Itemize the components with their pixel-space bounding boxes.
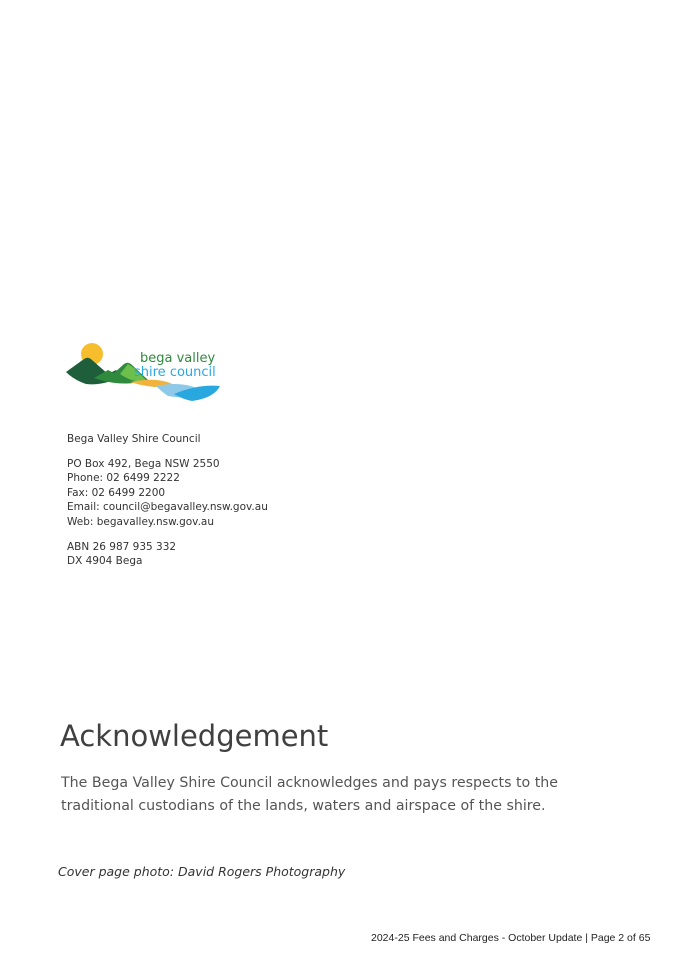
website-address: Web: begavalley.nsw.gov.au [67, 515, 214, 528]
org-name: Bega Valley Shire Council [67, 433, 201, 445]
acknowledgement-heading: Acknowledgement [60, 719, 329, 753]
acknowledgement-text: The Bega Valley Shire Council acknowledges and pays respects to the traditional custodians of the lands, waters and airspace of the shire. [61, 775, 559, 814]
logo-text-bega-valley: bega valley [140, 351, 216, 366]
contact-block [67, 432, 268, 569]
email-address: Email: council@begavalley.nsw.gov.au [67, 501, 268, 514]
dx-number: DX 4904 Bega [67, 555, 143, 568]
council-logo [64, 340, 250, 404]
fax-number: Fax: 02 6499 2200 [67, 486, 166, 499]
abn-number: ABN 26 987 935 332 [67, 540, 177, 553]
page-footer: 2024-25 Fees and Charges - October Update | Page 2 of 65 [371, 932, 651, 944]
phone-number: Phone: 02 6499 2222 [67, 472, 180, 485]
logo-text-shire-council: shire council [134, 365, 216, 380]
postal-address: PO Box 492, Bega NSW 2550 [67, 457, 220, 470]
cover-photo-credit: Cover page photo: David Rogers Photography [58, 864, 346, 879]
